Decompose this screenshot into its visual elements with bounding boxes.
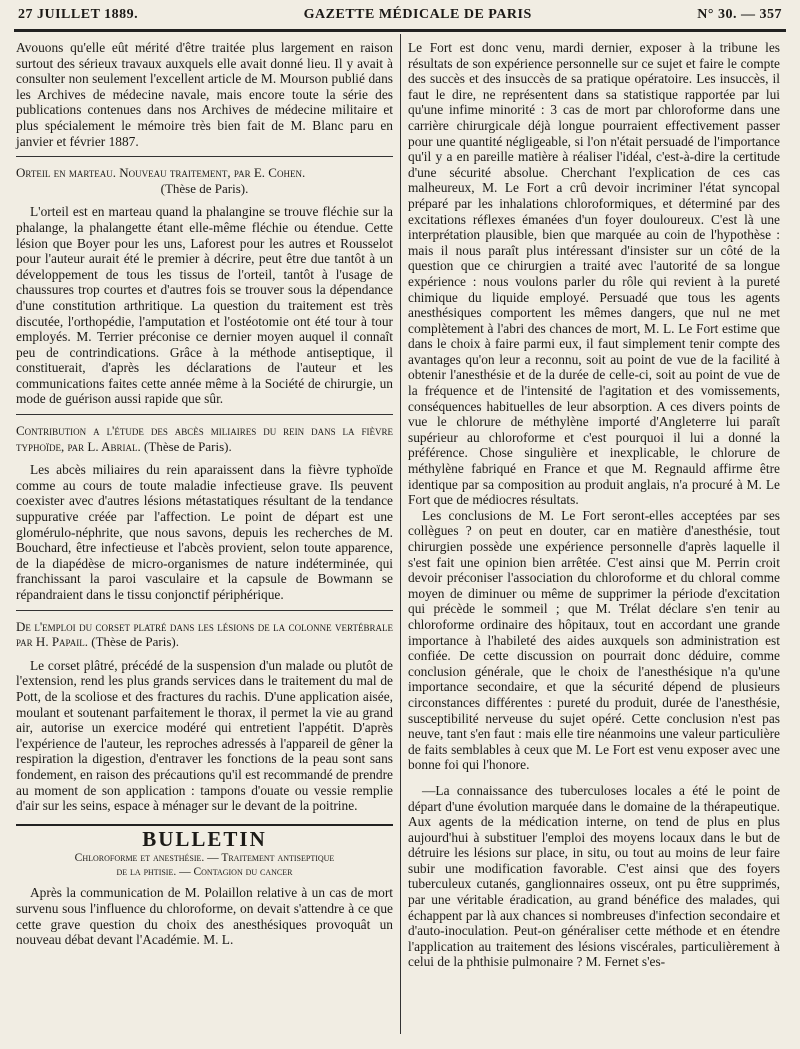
intro-paragraph: Avouons qu'elle eût mérité d'être traitée plus largement en raison surtout des sérieux travaux auxquels elle avait donné lieu. Il y avait à consulter non seulement l'excellent article de M. Mourson publié dans les Archives de médecine navale, mais encore toute la série des publications contenues dans nos Archives de médecine militaire et plus spécialement le mémoire très bien fait de M. Blanc paru en janvier et février 1887. (16, 40, 393, 149)
bulletin-title: BULLETIN (142, 826, 267, 851)
section2-subtitle: (Thèse de Paris). (144, 438, 232, 454)
section-rule (16, 156, 393, 157)
section-rule (16, 610, 393, 611)
section1-title (16, 165, 393, 196)
right-paragraph-3: —La connaissance des tuberculoses locales a été le point de départ d'une évolution marquée dans le domaine de la thérapeutique. Aux agents de la médication interne, on tend de plus en plus aujourd'hui à substituer l'emploi des moyens locaux dans le but de détruire les lésions sur place, in situ, ou tout au moins de leur faire subir une modification favorable. C'est ainsi que des foyers tuberculeux cutanés, ganglionnaires osseux, ont pu être supprimés, par une véritable éradication, au grand bénéfice des malades, qui échappent par là aux chances si nombreuses d'infection secondaire et d'auto-inoculation. Peut-on généraliser cette méthode et en étendre l'application au traitement des lésions viscérales, particulièrement à celui de la phthisie pulmonaire ? M. Fernet s'es- (408, 782, 780, 970)
bulletin-rule (16, 824, 393, 826)
section3-subtitle: (Thèse de Paris). (91, 634, 179, 650)
paragraph-gap (408, 773, 780, 783)
column-divider (400, 34, 401, 1034)
section1-body: L'orteil est en marteau quand la phalangine se trouve fléchie sur la phalange, la phalangette étant elle-même fléchie ou étendue. Cette lésion que Boyer pour les uns, Laforest pour les autres et Rousselot pour l'auteur aurait été le premier à décrire, peut être due tantôt à un développement de tous les tissus de l'orteil, tantôt à l'usage de chaussures trop courtes et d'autres fois se trouver sous la dépendance d'une constitution arthritique. La question du traitement est très discutée, l'orthopédie, l'amputation et l'ostéotomie ont été tour à tour employés. M. Terrier préconise ce dernier moyen auquel il connaît peu de contrindications. Grâce à la méthode antiseptique, il constituerait, d'après les déclarations de l'auteur et les communications faites cette année même à la Société de chirurgie, un mode de guérison aussi rapide que sûr. (16, 204, 393, 407)
section1-subtitle: (Thèse de Paris). (160, 180, 249, 196)
bulletin-subtitle-line2: de la phtisie. — Contagion du cancer (116, 866, 293, 879)
section3-title (16, 619, 393, 650)
section1-heading: Orteil en marteau. Nouveau traitement, par E. Cohen. (16, 165, 306, 181)
section3-heading: De l'emploi du corset platré dans les lésions de la colonne vertébrale par H. Papail. (16, 618, 393, 650)
left-column (16, 40, 393, 948)
section3-body: Le corset plâtré, précédé de la suspension d'un malade ou plutôt de l'extension, rend les plus grands services dans le traitement du mal de Pott, de la scoliose et des fractures du rachis. D'une application aisée, moulant et soutenant parfaitement le thorax, il permet la vie au grand air, autorise un exercice modéré qui entretient l'appétit. D'après l'expérience de l'auteur, les reproches adressés à l'appareil de gêner la respiration la digestion, d'entraver les fonctions de la peau sont sans fondement, en raison des précautions qu'il est recommandé de prendre au moment de son application : tampons d'ouate ou vessie remplie d'air sur les seins, espace à ménager sur le devant de la poitrine. (16, 657, 393, 814)
section2-title (16, 423, 393, 454)
header-date: 27 JUILLET 1889. (18, 7, 139, 22)
right-paragraph-2: Les conclusions de M. Le Fort seront-elles acceptées par ses collègues ? on peut en douter, car en matière d'anesthésie, tout chirurgien possède une expérience personnelle d'après laquelle il s'est fait une opinion bien arrêtée. C'est ainsi que M. Perrin croit devoir préconiser l'association du chloroforme et du chloral comme moyen de diminuer ou même de supprimer la période d'excitation qui précède le sommeil ; que M. Trélat déclare s'en tenir au chloroforme ordinaire des hôpitaux, tout en accordant une grande importance à l'habileté des aides auxquels son administration est confiée. De cette discussion on pourrait donc déduire, comme conclusion générale, que le choix de l'anesthésique n'a qu'une importance secondaire, et que la sécurité dépend de plusieurs circonstances différentes : pureté du produit, durée de l'anesthésie, susceptibilité nerveuse du sujet opéré. Cette conclusion n'est pas neuve, tant s'en faut : mais elle tire néanmoins une valeur particulière de faits semblables à ceux que M. Le Fort est venu exposer avec une bonne foi qui l'honore. (408, 507, 780, 773)
section2-heading: Contribution a l'étude des abcès miliaires du rein dans la fièvre typhoïde, par L. Abrial. (16, 423, 393, 454)
section-rule (16, 414, 393, 415)
right-column (408, 40, 780, 970)
bulletin-subtitle-line1: Chloroforme et anesthésie. — Traitement antiseptique (74, 852, 335, 865)
header-issue-page: N° 30. — 357 (697, 7, 782, 22)
section2-body: Les abcès miliaires du rein aparaissent dans la fièvre typhoïde comme au cours de toute maladie infectieuse grave. Ils peuvent coexister avec d'autres lésions métastatiques résultant de la tendance suppurative créée par l'affection. Le point de départ est une glomérulo-néphrite, que nous savons, depuis les recherches de M. Bouchard, être infectieuse et l'abcès provient, selon toute apparence, de la diapédèse de micro-organismes de nature indéterminée, qui franchissant la paroi vasculaire et la capsule de Bowmann se répandraient dans le tissu conjonctif périphérique. (16, 462, 393, 602)
bulletin-subtitle (16, 851, 393, 879)
header-rule (14, 29, 786, 32)
bulletin-body: Après la communication de M. Polaillon relative à un cas de mort survenu sous l'influence du chloroforme, on devait s'attendre à ce que cette grave question du choix des anesthésiques provoquât un nouveau débat devant l'Académie. M. L. (16, 885, 393, 948)
header-journal-title: GAZETTE MÉDICALE DE PARIS (303, 7, 532, 22)
page-header (18, 4, 782, 26)
right-paragraph-1: Le Fort est donc venu, mardi dernier, exposer à la tribune les résultats de son expérience personnelle sur ce sujet et faire le compte des succès et des insuccès de sa pratique opératoire. Les insuccès, il faut le dire, ne représentent dans sa statistique rapportée par lui qu'une infime minorité : 3 cas de mort par chloroforme dans une carrière chirurgicale déjà longue pourraient effectivement passer pour une quantité négligeable, si l'on n'était persuadé de l'importance qu'il y a en pareille matière à réaliser l'idéal, c'est-à-dire la certitude d'une sécurité absolue. Cherchant l'explication de ces cas malheureux, M. Le Fort a crû devoir incriminer l'état syncopal préparé par les inhalations chloroformiques, et déterminé par des excitations réflexes émanées d'un foyer douloureux. C'est là une interprétation plausible, bien que marquée au coin de l'hypothèse : mais il nous paraît plus intéressant d'insister sur un côté de la question que ce chirurgien a traité avec l'autorité de sa longue expérience : nous voulons parler du rôle qui revient à la pureté chimique du liquide employé. Persuadé que tous les agents anesthésiques comportent les mêmes dangers, que nul ne met complètement à l'abri des chances de mort, M. L. Le Fort estime que dans le choix à faire parmi eux, il faut simplement tenir compte des avantages qu'on leur a reconnu, soit au point de vue de la facilité à obtenir l'anesthésie et de la durée de celle-ci, soit au point de vue de la fréquence et de l'intensité de l'agitation et des vomissements, conséquences habituelles de leur absorption. A ces divers points de vue le chlorure de méthylène importé d'Angleterre lui paraît supérieur au chloroforme et c'est pourquoi il lui a donné la préférence. Chose singulière et inexplicable, le chlorure de méthylène fabriqué en France et que M. Regnauld affirme être identique par sa composition au produit anglais, n'a procuré à M. Le Fort que de médiocres résultats. (408, 40, 780, 508)
